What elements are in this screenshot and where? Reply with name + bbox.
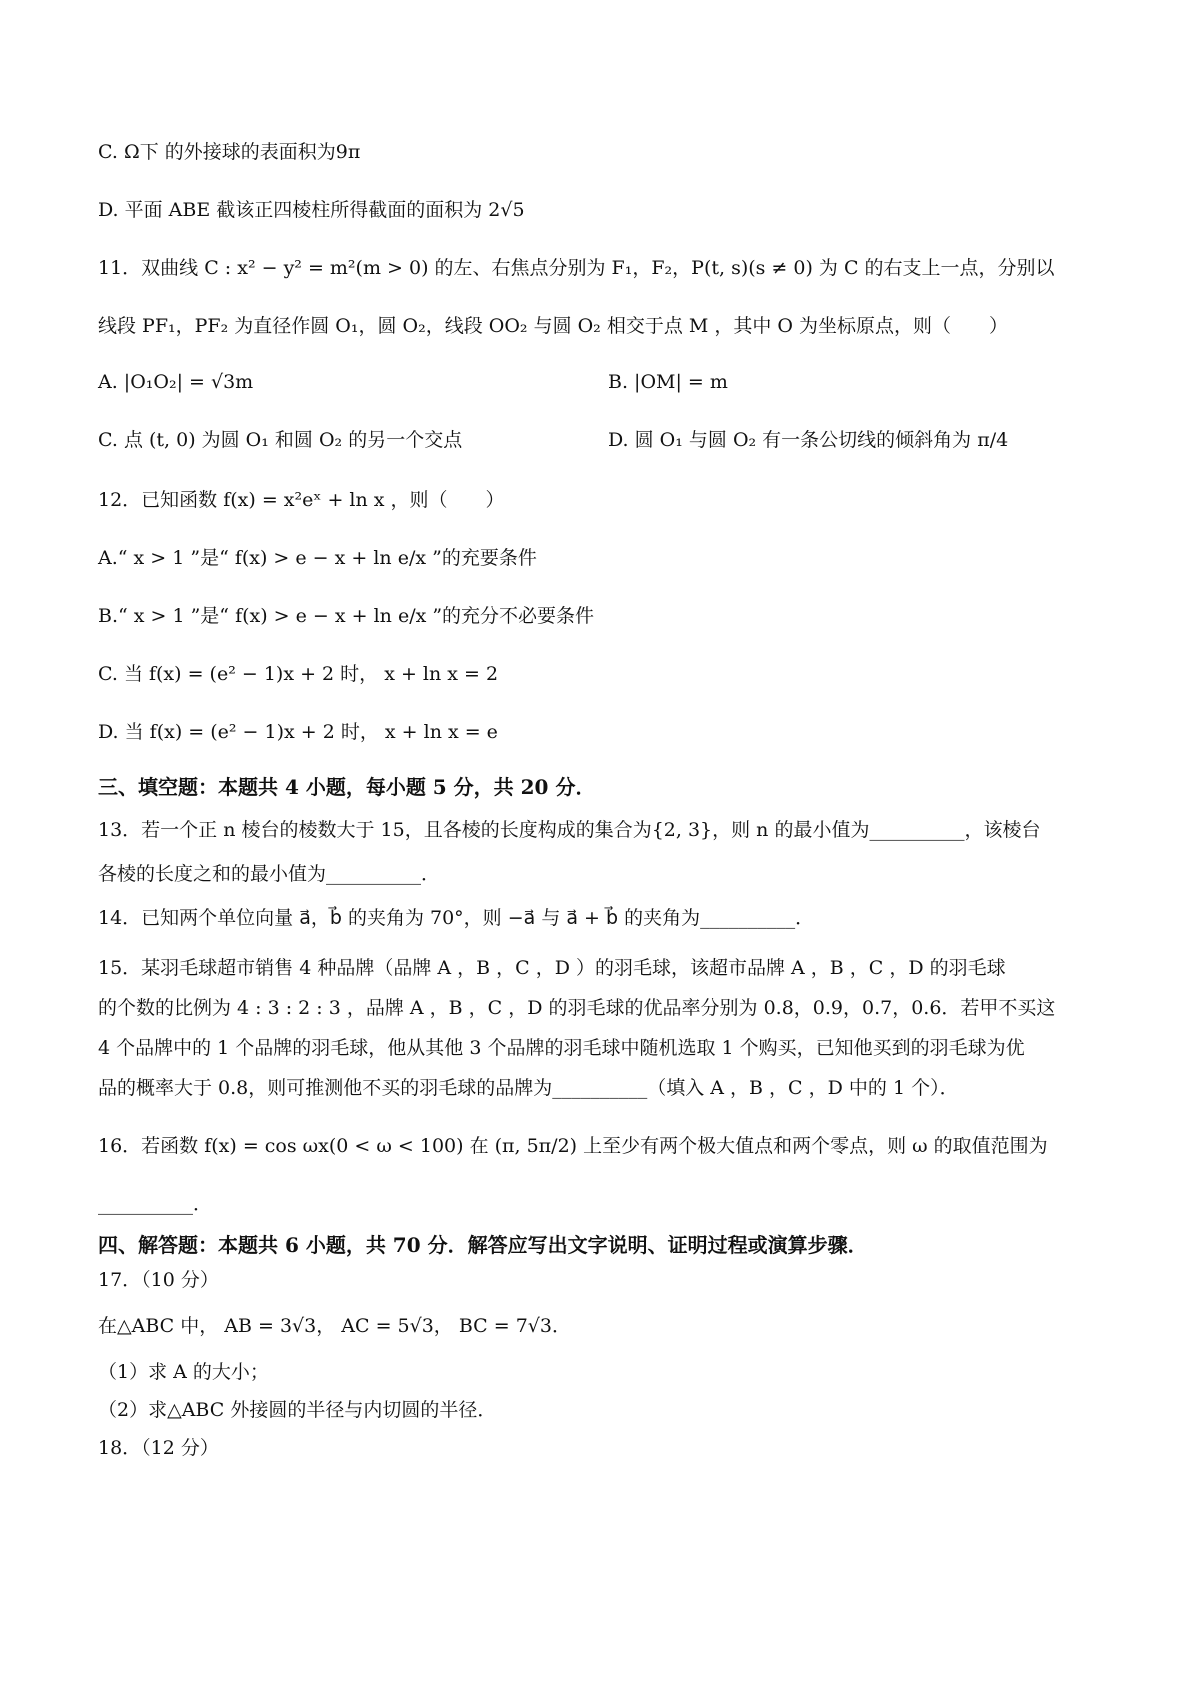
question-17-header: 17．（10 分） bbox=[98, 1269, 219, 1291]
question-12: 12．已知函数 f(x) = x²eˣ + ln x ，则（ ） bbox=[98, 489, 505, 511]
option-12c: C. 当 f(x) = (e² − 1)x + 2 时， x + ln x = 2 bbox=[98, 663, 499, 685]
question-17-part2: （2）求△ABC 外接圆的半径与内切圆的半径． bbox=[98, 1399, 497, 1421]
question-17-part1: （1）求 A 的大小； bbox=[98, 1361, 269, 1383]
question-18-header: 18．（12 分） bbox=[98, 1437, 219, 1459]
question-15-line3: 4 个品牌中的 1 个品牌的羽毛球，他从其他 3 个品牌的羽毛球中随机选取 1 个购买，已知他买到的羽毛球为优 bbox=[98, 1037, 1025, 1059]
question-13-line2: 各棱的长度之和的最小值为__________． bbox=[98, 863, 441, 885]
question-15-line4: 品的概率大于 0.8，则可推测他不买的羽毛球的品牌为__________（填入 A ，B ，C ，D 中的 1 个）． bbox=[98, 1077, 959, 1099]
question-13-line1: 13．若一个正 n 棱台的棱数大于 15，且各棱的长度构成的集合为{2, 3}，则 n 的最小值为__________，该棱台 bbox=[98, 819, 1041, 841]
option-12a: A.“ x > 1 ”是“ f(x) > e − x + ln e/x ”的充要条件 bbox=[98, 547, 537, 569]
option-12b: B.“ x > 1 ”是“ f(x) > e − x + ln e/x ”的充分不必要条件 bbox=[98, 605, 595, 627]
option-11c: C. 点 (t, 0) 为圆 O₁ 和圆 O₂ 的另一个交点 bbox=[98, 429, 463, 451]
option-11b: B. |OM| = m bbox=[608, 371, 728, 393]
question-17-stem: 在△ABC 中， AB = 3√3， AC = 5√3， BC = 7√3． bbox=[98, 1315, 571, 1337]
question-16-blank: __________． bbox=[98, 1193, 213, 1215]
option-10d: D. 平面 ABE 截该正四棱柱所得截面的面积为 2√5 bbox=[98, 199, 525, 221]
question-11-line2: 线段 PF₁，PF₂ 为直径作圆 O₁，圆 O₂，线段 OO₂ 与圆 O₂ 相交于点 M ，其中 O 为坐标原点，则（ ） bbox=[98, 315, 1009, 337]
section-3-heading: 三、填空题：本题共 4 小题，每小题 5 分，共 20 分． bbox=[98, 775, 596, 799]
question-15-line1: 15．某羽毛球超市销售 4 种品牌（品牌 A ，B ，C ，D ）的羽毛球，该超市品牌 A ，B ，C ，D 的羽毛球 bbox=[98, 957, 1006, 979]
question-11-line1: 11．双曲线 C : x² − y² = m²(m > 0) 的左、右焦点分别为 F₁，F₂，P(t, s)(s ≠ 0) 为 C 的右支上一点，分别以 bbox=[98, 257, 1055, 279]
option-11d: D. 圆 O₁ 与圆 O₂ 有一条公切线的倾斜角为 π/4 bbox=[608, 429, 1009, 451]
option-10c: C. Ω下 的外接球的表面积为9π bbox=[98, 141, 361, 163]
option-12d: D. 当 f(x) = (e² − 1)x + 2 时， x + ln x = e bbox=[98, 721, 498, 743]
question-15-line2: 的个数的比例为 4 : 3 : 2 : 3 ，品牌 A ，B ，C ，D 的羽毛球的优品率分别为 0.8，0.9，0.7，0.6．若甲不买这 bbox=[98, 997, 1056, 1019]
section-4-heading: 四、解答题：本题共 6 小题，共 70 分．解答应写出文字说明、证明过程或演算步骤． bbox=[98, 1233, 868, 1257]
option-11a: A. |O₁O₂| = √3m bbox=[98, 371, 254, 393]
question-16: 16．若函数 f(x) = cos ωx(0 < ω < 100) 在 (π, 5π/2) 上至少有两个极大值点和两个零点，则 ω 的取值范围为 bbox=[98, 1135, 1048, 1157]
question-14: 14．已知两个单位向量 a⃗，b⃗ 的夹角为 70°，则 −a⃗ 与 a⃗ + b⃗ 的夹角为__________． bbox=[98, 907, 815, 929]
